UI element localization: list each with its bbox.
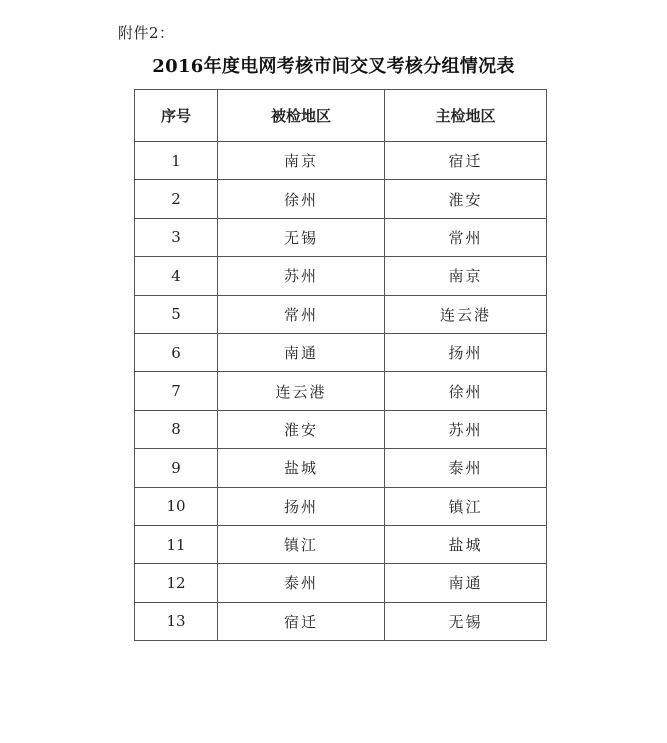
- cell-checked-region: 扬州: [218, 487, 385, 525]
- cell-serial-number: 7: [135, 372, 218, 410]
- attachment-label: 附件2：: [118, 24, 175, 42]
- cell-checked-region: 宿迁: [218, 602, 385, 640]
- table-row: [135, 333, 547, 371]
- table-row: [135, 525, 547, 563]
- table-row: [135, 410, 547, 448]
- cell-checker-region: 南京: [385, 257, 547, 295]
- cell-checked-region: 常州: [218, 295, 385, 333]
- cell-checked-region: 泰州: [218, 564, 385, 602]
- cell-checked-region: 南京: [218, 142, 385, 180]
- cell-checker-region: 宿迁: [385, 142, 547, 180]
- cell-checked-region: 盐城: [218, 449, 385, 487]
- header-serial-number: 序号: [135, 90, 218, 142]
- cell-checked-region: 南通: [218, 333, 385, 371]
- table-row: [135, 487, 547, 525]
- cell-serial-number: 1: [135, 142, 218, 180]
- table-row: [135, 449, 547, 487]
- cell-serial-number: 6: [135, 333, 218, 371]
- cell-checker-region: 盐城: [385, 525, 547, 563]
- table-row: [135, 564, 547, 602]
- table-row: [135, 142, 547, 180]
- cell-serial-number: 8: [135, 410, 218, 448]
- table-row: [135, 257, 547, 295]
- cell-serial-number: 10: [135, 487, 218, 525]
- table-row: [135, 295, 547, 333]
- cell-checker-region: 扬州: [385, 333, 547, 371]
- cell-checked-region: 淮安: [218, 410, 385, 448]
- table-header-row: [135, 90, 547, 142]
- cell-checked-region: 连云港: [218, 372, 385, 410]
- cell-checked-region: 镇江: [218, 525, 385, 563]
- cell-checker-region: 南通: [385, 564, 547, 602]
- header-checker-region: 主检地区: [385, 90, 547, 142]
- header-checked-region: 被检地区: [218, 90, 385, 142]
- cell-serial-number: 9: [135, 449, 218, 487]
- grouping-table: [134, 89, 547, 641]
- cell-serial-number: 3: [135, 218, 218, 256]
- cell-checked-region: 苏州: [218, 257, 385, 295]
- cell-serial-number: 11: [135, 525, 218, 563]
- cell-checker-region: 无锡: [385, 602, 547, 640]
- table-row: [135, 218, 547, 256]
- table-row: [135, 180, 547, 218]
- cell-serial-number: 4: [135, 257, 218, 295]
- cell-checker-region: 镇江: [385, 487, 547, 525]
- cell-checker-region: 淮安: [385, 180, 547, 218]
- cell-checker-region: 泰州: [385, 449, 547, 487]
- grouping-table-container: [134, 89, 546, 641]
- table-row: [135, 602, 547, 640]
- cell-serial-number: 2: [135, 180, 218, 218]
- cell-serial-number: 5: [135, 295, 218, 333]
- cell-serial-number: 13: [135, 602, 218, 640]
- cell-checked-region: 徐州: [218, 180, 385, 218]
- table-row: [135, 372, 547, 410]
- cell-checker-region: 苏州: [385, 410, 547, 448]
- cell-checked-region: 无锡: [218, 218, 385, 256]
- cell-checker-region: 连云港: [385, 295, 547, 333]
- document-title: 2016年度电网考核市间交叉考核分组情况表: [152, 56, 515, 77]
- cell-serial-number: 12: [135, 564, 218, 602]
- cell-checker-region: 徐州: [385, 372, 547, 410]
- cell-checker-region: 常州: [385, 218, 547, 256]
